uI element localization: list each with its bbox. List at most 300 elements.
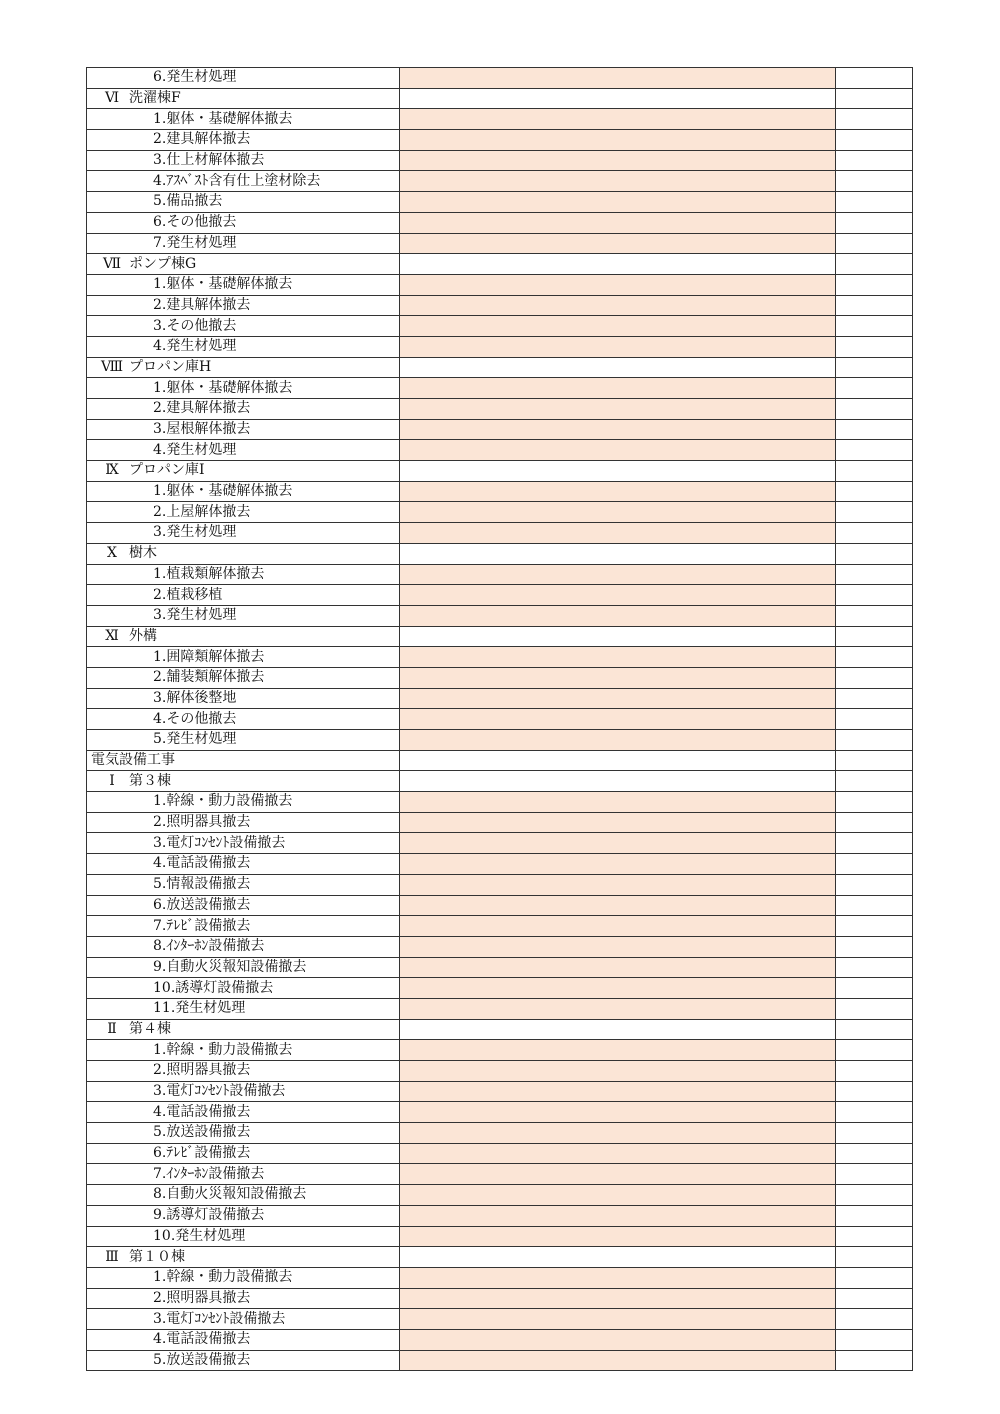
remarks-cell: [836, 730, 913, 751]
remarks-cell: [836, 936, 913, 957]
remarks-cell: [836, 378, 913, 399]
amount-input-cell[interactable]: [400, 730, 836, 751]
roman-numeral: Ⅺ: [105, 627, 119, 644]
item-label: 5.備品撤去: [153, 193, 223, 210]
amount-input-cell[interactable]: [400, 812, 836, 833]
remarks-cell: [836, 109, 913, 130]
item-description-cell: [87, 130, 400, 151]
item-description-cell: [87, 1061, 400, 1082]
remarks-cell: [836, 523, 913, 544]
amount-input-cell[interactable]: [400, 874, 836, 895]
item-label: 3.電灯ｺﾝｾﾝﾄ設備撤去: [153, 1083, 286, 1100]
item-label: 1.躯体・基礎解体撤去: [153, 379, 293, 396]
item-row: [87, 1205, 913, 1226]
item-row: [87, 936, 913, 957]
item-description-cell: [87, 233, 400, 254]
item-description-cell: [87, 1350, 400, 1371]
amount-input-cell[interactable]: [400, 130, 836, 151]
remarks-cell: [836, 895, 913, 916]
item-row: [87, 1081, 913, 1102]
amount-input-cell[interactable]: [400, 667, 836, 688]
item-label: 洗濯棟F: [129, 90, 181, 107]
remarks-cell: [836, 1019, 913, 1040]
item-row: [87, 419, 913, 440]
amount-input-cell[interactable]: [400, 233, 836, 254]
subsection-row: [87, 88, 913, 109]
amount-input-cell: [400, 750, 836, 771]
item-row: [87, 854, 913, 875]
remarks-cell: [836, 440, 913, 461]
item-description-cell: [87, 68, 400, 89]
amount-input-cell[interactable]: [400, 502, 836, 523]
item-row: [87, 399, 913, 420]
item-row: [87, 1102, 913, 1123]
amount-input-cell[interactable]: [400, 1226, 836, 1247]
item-description-cell: [87, 1267, 400, 1288]
remarks-cell: [836, 192, 913, 213]
item-row: [87, 192, 913, 213]
item-row: [87, 792, 913, 813]
amount-input-cell[interactable]: [400, 1350, 836, 1371]
item-label: 3.発生材処理: [153, 524, 237, 541]
item-row: [87, 1350, 913, 1371]
item-row: [87, 130, 913, 151]
remarks-cell: [836, 854, 913, 875]
roman-numeral: Ⅰ: [109, 772, 115, 789]
item-label: 8.ｲﾝﾀｰﾎﾝ設備撤去: [153, 938, 265, 955]
item-description-cell: [87, 564, 400, 585]
subsection-row: [87, 461, 913, 482]
remarks-cell: [836, 130, 913, 151]
item-label: 外構: [129, 627, 157, 644]
remarks-cell: [836, 998, 913, 1019]
item-label: 4.発生材処理: [153, 441, 237, 458]
item-row: [87, 1185, 913, 1206]
item-description-cell: [87, 916, 400, 937]
item-row: [87, 812, 913, 833]
item-row: [87, 1226, 913, 1247]
item-row: [87, 212, 913, 233]
remarks-cell: [836, 295, 913, 316]
item-description-cell: [87, 667, 400, 688]
item-description-cell: [87, 1040, 400, 1061]
item-description-cell: [87, 150, 400, 171]
item-description-cell: [87, 1205, 400, 1226]
item-row: [87, 233, 913, 254]
item-label: 9.誘導灯設備撤去: [153, 1207, 265, 1224]
item-description-cell: [87, 1019, 400, 1040]
item-row: [87, 378, 913, 399]
item-row: [87, 1288, 913, 1309]
item-label: 5.情報設備撤去: [153, 876, 251, 893]
item-label: 4.その他撤去: [153, 710, 237, 727]
item-description-cell: [87, 192, 400, 213]
section-row: [87, 750, 913, 771]
amount-input-cell[interactable]: [400, 336, 836, 357]
amount-input-cell[interactable]: [400, 1164, 836, 1185]
subsection-row: [87, 626, 913, 647]
item-row: [87, 150, 913, 171]
roman-numeral: Ⅱ: [107, 1020, 117, 1037]
item-label: 6.放送設備撤去: [153, 896, 251, 913]
item-label: 1.幹線・動力設備撤去: [153, 793, 293, 810]
amount-input-cell[interactable]: [400, 709, 836, 730]
remarks-cell: [836, 399, 913, 420]
item-label: 7.ﾃﾚﾋﾞ設備撤去: [153, 917, 251, 934]
remarks-cell: [836, 1164, 913, 1185]
item-label: 樹木: [129, 545, 157, 562]
item-description-cell: [87, 523, 400, 544]
amount-input-cell[interactable]: [400, 1081, 836, 1102]
item-label: 5.放送設備撤去: [153, 1351, 251, 1368]
item-label: 1.囲障類解体撤去: [153, 648, 265, 665]
amount-input-cell: [400, 357, 836, 378]
remarks-cell: [836, 605, 913, 626]
item-description-cell: [87, 833, 400, 854]
amount-input-cell[interactable]: [400, 1329, 836, 1350]
amount-input-cell[interactable]: [400, 1040, 836, 1061]
remarks-cell: [836, 419, 913, 440]
roman-numeral: Ⅲ: [105, 1248, 119, 1265]
item-description-cell: [87, 212, 400, 233]
remarks-cell: [836, 1309, 913, 1330]
item-row: [87, 68, 913, 89]
remarks-cell: [836, 709, 913, 730]
item-description-cell: [87, 440, 400, 461]
item-label: 11.発生材処理: [153, 1000, 246, 1017]
item-row: [87, 316, 913, 337]
amount-input-cell[interactable]: [400, 833, 836, 854]
item-label: 6.ﾃﾚﾋﾞ設備撤去: [153, 1145, 251, 1162]
item-row: [87, 109, 913, 130]
amount-input-cell[interactable]: [400, 688, 836, 709]
subsection-row: [87, 357, 913, 378]
item-description-cell: [87, 605, 400, 626]
item-description-cell: [87, 895, 400, 916]
remarks-cell: [836, 771, 913, 792]
item-row: [87, 1329, 913, 1350]
remarks-cell: [836, 150, 913, 171]
amount-input-cell[interactable]: [400, 605, 836, 626]
amount-input-cell[interactable]: [400, 854, 836, 875]
item-label: 2.建具解体撤去: [153, 131, 251, 148]
item-label: 5.放送設備撤去: [153, 1124, 251, 1141]
remarks-cell: [836, 564, 913, 585]
item-row: [87, 1061, 913, 1082]
remarks-cell: [836, 978, 913, 999]
remarks-cell: [836, 1226, 913, 1247]
item-label: 10.誘導灯設備撤去: [153, 979, 274, 996]
amount-input-cell[interactable]: [400, 936, 836, 957]
amount-input-cell[interactable]: [400, 150, 836, 171]
item-description-cell: [87, 419, 400, 440]
amount-input-cell[interactable]: [400, 957, 836, 978]
item-description-cell: [87, 957, 400, 978]
amount-input-cell[interactable]: [400, 419, 836, 440]
table-body: [87, 68, 913, 1371]
remarks-cell: [836, 1123, 913, 1144]
item-description-cell: [87, 626, 400, 647]
item-description-cell: [87, 502, 400, 523]
remarks-cell: [836, 1350, 913, 1371]
remarks-cell: [836, 1185, 913, 1206]
item-description-cell: [87, 978, 400, 999]
amount-input-cell[interactable]: [400, 378, 836, 399]
item-label: 3.電灯ｺﾝｾﾝﾄ設備撤去: [153, 1310, 286, 1327]
item-label: プロパン庫H: [129, 358, 212, 375]
item-label: 3.電灯ｺﾝｾﾝﾄ設備撤去: [153, 834, 286, 851]
remarks-cell: [836, 647, 913, 668]
item-description-cell: [87, 647, 400, 668]
remarks-cell: [836, 916, 913, 937]
item-label: 3.解体後整地: [153, 689, 237, 706]
item-row: [87, 1123, 913, 1144]
item-row: [87, 874, 913, 895]
item-label: 10.発生材処理: [153, 1227, 246, 1244]
item-label: 2.上屋解体撤去: [153, 503, 251, 520]
item-row: [87, 274, 913, 295]
item-row: [87, 1267, 913, 1288]
item-description-cell: [87, 936, 400, 957]
subsection-row: [87, 1019, 913, 1040]
subsection-row: [87, 254, 913, 275]
amount-input-cell[interactable]: [400, 274, 836, 295]
amount-input-cell[interactable]: [400, 998, 836, 1019]
item-label: 2.照明器具撤去: [153, 1289, 251, 1306]
item-label: 第１０棟: [129, 1248, 185, 1265]
amount-input-cell[interactable]: [400, 1205, 836, 1226]
amount-input-cell[interactable]: [400, 523, 836, 544]
item-row: [87, 833, 913, 854]
amount-input-cell: [400, 1247, 836, 1268]
item-label: 3.仕上材解体撤去: [153, 152, 265, 169]
item-label: 2.建具解体撤去: [153, 296, 251, 313]
item-row: [87, 1309, 913, 1330]
item-label: 6.その他撤去: [153, 214, 237, 231]
amount-input-cell[interactable]: [400, 109, 836, 130]
remarks-cell: [836, 585, 913, 606]
item-label: 8.自動火災報知設備撤去: [153, 1186, 307, 1203]
item-description-cell: [87, 357, 400, 378]
item-row: [87, 502, 913, 523]
amount-input-cell[interactable]: [400, 792, 836, 813]
item-row: [87, 957, 913, 978]
item-label: 6.発生材処理: [153, 69, 237, 86]
item-row: [87, 1164, 913, 1185]
remarks-cell: [836, 481, 913, 502]
remarks-cell: [836, 750, 913, 771]
remarks-cell: [836, 1143, 913, 1164]
roman-numeral: Ⅶ: [102, 255, 122, 272]
amount-input-cell[interactable]: [400, 1288, 836, 1309]
amount-input-cell[interactable]: [400, 1309, 836, 1330]
amount-input-cell[interactable]: [400, 564, 836, 585]
item-label: 4.発生材処理: [153, 338, 237, 355]
item-row: [87, 730, 913, 751]
amount-input-cell: [400, 88, 836, 109]
item-description-cell: [87, 336, 400, 357]
amount-input-cell[interactable]: [400, 171, 836, 192]
remarks-cell: [836, 812, 913, 833]
item-description-cell: [87, 274, 400, 295]
remarks-cell: [836, 1205, 913, 1226]
amount-input-cell[interactable]: [400, 192, 836, 213]
item-description-cell: [87, 1226, 400, 1247]
item-label: プロパン庫I: [129, 462, 205, 479]
remarks-cell: [836, 316, 913, 337]
item-label: 電気設備工事: [91, 752, 175, 769]
subsection-row: [87, 1247, 913, 1268]
item-row: [87, 1040, 913, 1061]
amount-input-cell[interactable]: [400, 1061, 836, 1082]
amount-input-cell[interactable]: [400, 585, 836, 606]
remarks-cell: [836, 357, 913, 378]
amount-input-cell[interactable]: [400, 647, 836, 668]
item-description-cell: [87, 1123, 400, 1144]
item-description-cell: [87, 730, 400, 751]
item-description-cell: [87, 1164, 400, 1185]
item-label: 1.躯体・基礎解体撤去: [153, 110, 293, 127]
item-row: [87, 667, 913, 688]
item-description-cell: [87, 792, 400, 813]
item-row: [87, 916, 913, 937]
remarks-cell: [836, 336, 913, 357]
item-row: [87, 440, 913, 461]
item-label: 4.電話設備撤去: [153, 855, 251, 872]
amount-input-cell[interactable]: [400, 978, 836, 999]
amount-input-cell[interactable]: [400, 1143, 836, 1164]
item-description-cell: [87, 481, 400, 502]
item-row: [87, 336, 913, 357]
item-description-cell: [87, 316, 400, 337]
roman-numeral: Ⅹ: [107, 545, 117, 562]
item-description-cell: [87, 874, 400, 895]
item-row: [87, 1143, 913, 1164]
remarks-cell: [836, 212, 913, 233]
amount-input-cell[interactable]: [400, 1267, 836, 1288]
item-description-cell: [87, 109, 400, 130]
item-row: [87, 481, 913, 502]
item-row: [87, 605, 913, 626]
item-description-cell: [87, 461, 400, 482]
item-row: [87, 998, 913, 1019]
amount-input-cell[interactable]: [400, 481, 836, 502]
item-description-cell: [87, 812, 400, 833]
item-description-cell: [87, 88, 400, 109]
amount-input-cell[interactable]: [400, 295, 836, 316]
item-description-cell: [87, 1143, 400, 1164]
amount-input-cell[interactable]: [400, 316, 836, 337]
item-description-cell: [87, 1309, 400, 1330]
item-description-cell: [87, 854, 400, 875]
remarks-cell: [836, 1061, 913, 1082]
item-label: 1.植栽類解体撤去: [153, 565, 265, 582]
subsection-row: [87, 771, 913, 792]
amount-input-cell[interactable]: [400, 68, 836, 89]
remarks-cell: [836, 88, 913, 109]
remarks-cell: [836, 1288, 913, 1309]
subsection-row: [87, 543, 913, 564]
cost-breakdown-table: [86, 67, 913, 1371]
item-label: 4.電話設備撤去: [153, 1103, 251, 1120]
item-description-cell: [87, 688, 400, 709]
item-label: 5.発生材処理: [153, 731, 237, 748]
remarks-cell: [836, 274, 913, 295]
amount-input-cell[interactable]: [400, 212, 836, 233]
amount-input-cell[interactable]: [400, 895, 836, 916]
remarks-cell: [836, 957, 913, 978]
amount-input-cell[interactable]: [400, 916, 836, 937]
item-label: 2.植栽移植: [153, 586, 223, 603]
item-description-cell: [87, 1329, 400, 1350]
amount-input-cell: [400, 626, 836, 647]
roman-numeral: Ⅵ: [104, 90, 120, 107]
item-description-cell: [87, 750, 400, 771]
item-description-cell: [87, 171, 400, 192]
item-description-cell: [87, 585, 400, 606]
amount-input-cell: [400, 771, 836, 792]
amount-input-cell[interactable]: [400, 1185, 836, 1206]
item-description-cell: [87, 771, 400, 792]
item-label: 1.躯体・基礎解体撤去: [153, 276, 293, 293]
item-label: 第４棟: [129, 1020, 171, 1037]
remarks-cell: [836, 171, 913, 192]
amount-input-cell: [400, 543, 836, 564]
remarks-cell: [836, 1040, 913, 1061]
roman-numeral: Ⅸ: [105, 462, 119, 479]
item-row: [87, 709, 913, 730]
item-description-cell: [87, 1081, 400, 1102]
amount-input-cell: [400, 254, 836, 275]
roman-numeral: Ⅷ: [100, 358, 124, 375]
amount-input-cell[interactable]: [400, 1102, 836, 1123]
item-description-cell: [87, 295, 400, 316]
remarks-cell: [836, 254, 913, 275]
item-row: [87, 564, 913, 585]
remarks-cell: [836, 792, 913, 813]
amount-input-cell[interactable]: [400, 399, 836, 420]
item-row: [87, 295, 913, 316]
item-label: 2.照明器具撤去: [153, 814, 251, 831]
remarks-cell: [836, 543, 913, 564]
remarks-cell: [836, 1267, 913, 1288]
remarks-cell: [836, 233, 913, 254]
item-description-cell: [87, 709, 400, 730]
item-label: 4.電話設備撤去: [153, 1331, 251, 1348]
remarks-cell: [836, 1329, 913, 1350]
item-row: [87, 171, 913, 192]
item-label: 4.ｱｽﾍﾞｽﾄ含有仕上塗材除去: [153, 172, 321, 189]
item-description-cell: [87, 998, 400, 1019]
item-label: 2.舗装類解体撤去: [153, 669, 265, 686]
item-description-cell: [87, 254, 400, 275]
amount-input-cell[interactable]: [400, 440, 836, 461]
remarks-cell: [836, 626, 913, 647]
item-description-cell: [87, 543, 400, 564]
amount-input-cell[interactable]: [400, 1123, 836, 1144]
remarks-cell: [836, 667, 913, 688]
item-description-cell: [87, 1102, 400, 1123]
item-label: 1.幹線・動力設備撤去: [153, 1269, 293, 1286]
item-label: 9.自動火災報知設備撤去: [153, 958, 307, 975]
remarks-cell: [836, 833, 913, 854]
remarks-cell: [836, 1247, 913, 1268]
remarks-cell: [836, 1102, 913, 1123]
item-label: 3.屋根解体撤去: [153, 421, 251, 438]
item-label: 1.幹線・動力設備撤去: [153, 1041, 293, 1058]
item-description-cell: [87, 1185, 400, 1206]
item-row: [87, 585, 913, 606]
